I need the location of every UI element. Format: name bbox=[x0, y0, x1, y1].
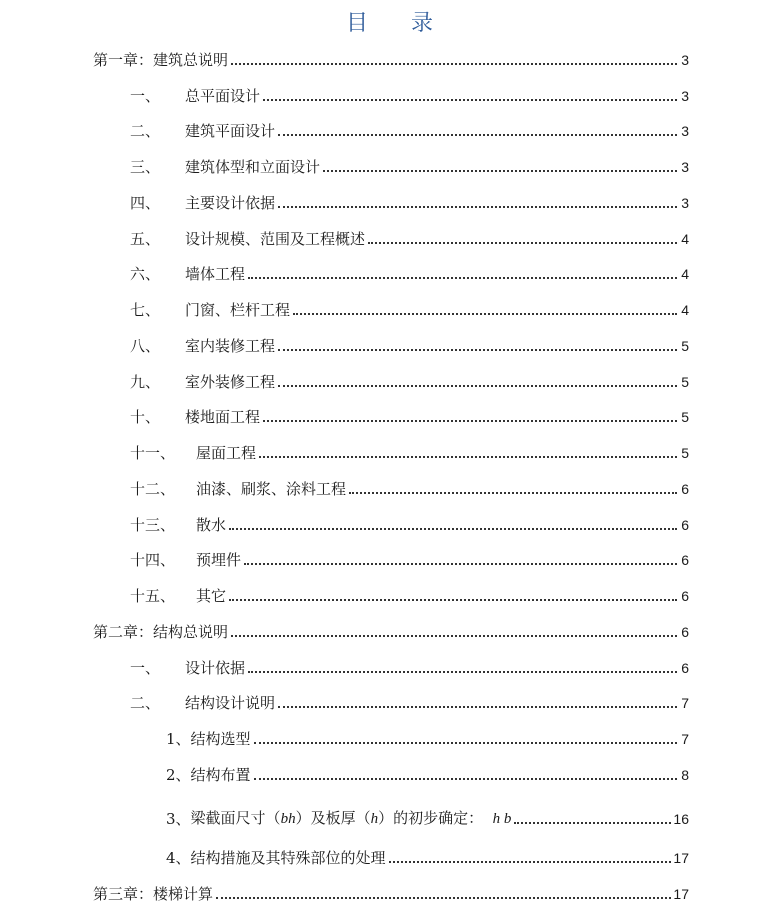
toc-label: 建筑体型和立面设计 bbox=[185, 158, 321, 176]
toc-label: 结构选型 bbox=[190, 730, 251, 748]
toc-entry-chapter-3[interactable] bbox=[93, 884, 689, 904]
toc-label: 室内装修工程 bbox=[185, 337, 276, 355]
dot-leader bbox=[349, 491, 677, 494]
label-part: 梁截面尺寸（ bbox=[190, 809, 281, 827]
toc-label: 门窗、栏杆工程 bbox=[185, 301, 291, 319]
toc-entry[interactable] bbox=[130, 121, 689, 141]
toc-number: 三、 bbox=[130, 158, 161, 176]
toc-page: 7 bbox=[681, 695, 689, 711]
toc-entry[interactable] bbox=[130, 407, 689, 427]
dot-leader bbox=[263, 419, 677, 422]
toc-label: 楼梯计算 bbox=[153, 885, 214, 903]
toc-label: 结构布置 bbox=[190, 766, 251, 784]
toc-page: 17 bbox=[673, 850, 689, 866]
toc-label: 其它 bbox=[196, 587, 227, 605]
toc-page: 6 bbox=[681, 517, 689, 533]
toc-page: 6 bbox=[681, 660, 689, 676]
dot-leader bbox=[323, 169, 677, 172]
toc-label: 散水 bbox=[196, 516, 227, 534]
dot-leader bbox=[278, 705, 677, 708]
dot-leader bbox=[293, 312, 677, 315]
toc-label: 楼地面工程 bbox=[185, 408, 261, 426]
toc-number: 九、 bbox=[130, 373, 161, 391]
toc-number: 六、 bbox=[130, 265, 161, 283]
toc-number: 第二章： bbox=[93, 623, 154, 641]
page-title: 目 录 bbox=[346, 11, 451, 36]
toc-page: 3 bbox=[681, 195, 689, 211]
toc-entry-chapter-1[interactable] bbox=[93, 50, 689, 70]
toc-page: 5 bbox=[681, 445, 689, 461]
dot-leader bbox=[254, 777, 677, 780]
toc-entry[interactable] bbox=[166, 765, 689, 785]
toc-entry[interactable] bbox=[130, 372, 689, 392]
dot-leader bbox=[514, 821, 671, 824]
toc-number: 2、 bbox=[166, 766, 191, 784]
dot-leader bbox=[278, 384, 677, 387]
toc-page: 5 bbox=[681, 374, 689, 390]
toc-label: 油漆、刷浆、涂料工程 bbox=[196, 480, 347, 498]
toc-page: 4 bbox=[681, 302, 689, 318]
toc-page: 3 bbox=[681, 159, 689, 175]
toc-page: 6 bbox=[681, 624, 689, 640]
toc-label: 结构措施及其特殊部位的处理 bbox=[190, 849, 386, 867]
toc-label: 预埋件 bbox=[196, 551, 242, 569]
toc-page: 8 bbox=[681, 767, 689, 783]
toc-entry[interactable] bbox=[130, 479, 689, 499]
toc-number: 八、 bbox=[130, 337, 161, 355]
toc-entry[interactable] bbox=[130, 86, 689, 106]
dot-leader bbox=[278, 348, 677, 351]
toc-page: 3 bbox=[681, 88, 689, 104]
dot-leader bbox=[231, 634, 677, 637]
toc-number: 1、 bbox=[166, 730, 191, 748]
toc-entry-chapter-2[interactable] bbox=[93, 622, 689, 642]
toc-page: 16 bbox=[673, 811, 689, 827]
toc-number: 十三、 bbox=[130, 516, 176, 534]
toc-entry[interactable] bbox=[130, 658, 689, 678]
toc-entry[interactable] bbox=[130, 300, 689, 320]
toc-entry[interactable] bbox=[130, 693, 689, 713]
dot-leader bbox=[259, 455, 677, 458]
toc-label: 结构总说明 bbox=[153, 623, 229, 641]
toc-number: 第三章： bbox=[93, 885, 154, 903]
toc-label: 结构设计说明 bbox=[185, 694, 276, 712]
toc-entry[interactable] bbox=[166, 729, 689, 749]
toc-number: 第一章： bbox=[93, 51, 154, 69]
toc-number: 十二、 bbox=[130, 480, 176, 498]
dot-leader bbox=[244, 562, 677, 565]
dot-leader bbox=[248, 670, 677, 673]
dot-leader bbox=[263, 98, 677, 101]
toc-number: 十一、 bbox=[130, 444, 176, 462]
toc-page: 6 bbox=[681, 481, 689, 497]
toc-page: 3 bbox=[681, 123, 689, 139]
toc-page: 5 bbox=[681, 338, 689, 354]
toc-number: 五、 bbox=[130, 230, 161, 248]
toc-page: 17 bbox=[673, 886, 689, 902]
dot-leader bbox=[254, 741, 677, 744]
toc-entry[interactable] bbox=[130, 264, 689, 284]
toc-entry[interactable] bbox=[130, 443, 689, 463]
toc-page: 5 bbox=[681, 409, 689, 425]
toc-page: 3 bbox=[681, 52, 689, 68]
dot-leader bbox=[216, 896, 671, 899]
toc-label: 设计依据 bbox=[185, 659, 246, 677]
dot-leader bbox=[278, 133, 677, 136]
dot-leader bbox=[229, 527, 677, 530]
toc-number: 四、 bbox=[130, 194, 161, 212]
math-h: h bbox=[370, 811, 379, 827]
toc-entry[interactable] bbox=[166, 848, 689, 868]
toc-number: 十五、 bbox=[130, 587, 176, 605]
toc-number: 4、 bbox=[166, 849, 191, 867]
math-hb: h b bbox=[492, 811, 512, 827]
toc-page: 7 bbox=[681, 731, 689, 747]
toc-label: 建筑平面设计 bbox=[185, 122, 276, 140]
toc-label: 屋面工程 bbox=[196, 444, 257, 462]
toc-entry[interactable] bbox=[130, 550, 689, 570]
toc-label: 总平面设计 bbox=[185, 87, 261, 105]
toc-label: 墙体工程 bbox=[185, 265, 246, 283]
toc-entry[interactable] bbox=[130, 157, 689, 177]
dot-leader bbox=[248, 276, 677, 279]
dot-leader bbox=[368, 241, 677, 244]
toc-entry[interactable] bbox=[130, 586, 689, 606]
toc-number: 一、 bbox=[130, 659, 161, 677]
toc-entry[interactable] bbox=[166, 808, 689, 829]
toc-number: 3、 bbox=[166, 810, 191, 828]
toc-entry[interactable] bbox=[130, 229, 689, 249]
toc-number: 二、 bbox=[130, 694, 161, 712]
toc-number: 一、 bbox=[130, 87, 161, 105]
toc-label: 主要设计依据 bbox=[185, 194, 276, 212]
dot-leader bbox=[389, 860, 672, 863]
toc-entry[interactable] bbox=[130, 515, 689, 535]
toc-number: 七、 bbox=[130, 301, 161, 319]
label-part: ）及板厚（ bbox=[295, 809, 371, 827]
toc-label: 室外装修工程 bbox=[185, 373, 276, 391]
toc-entry[interactable] bbox=[130, 193, 689, 213]
math-bh: bh bbox=[280, 811, 296, 827]
dot-leader bbox=[231, 62, 677, 65]
toc-page: 4 bbox=[681, 266, 689, 282]
toc-entry[interactable] bbox=[130, 336, 689, 356]
label-part: ）的初步确定： bbox=[378, 809, 484, 827]
toc-number: 二、 bbox=[130, 122, 161, 140]
toc-label: 设计规模、范围及工程概述 bbox=[185, 230, 366, 248]
toc-number: 十四、 bbox=[130, 551, 176, 569]
toc-number: 十、 bbox=[130, 408, 161, 426]
toc-label: 建筑总说明 bbox=[153, 51, 229, 69]
toc-page: 4 bbox=[681, 231, 689, 247]
dot-leader bbox=[229, 598, 677, 601]
dot-leader bbox=[278, 205, 677, 208]
toc-page: 6 bbox=[681, 588, 689, 604]
toc-page: 6 bbox=[681, 552, 689, 568]
toc-label bbox=[191, 808, 512, 829]
